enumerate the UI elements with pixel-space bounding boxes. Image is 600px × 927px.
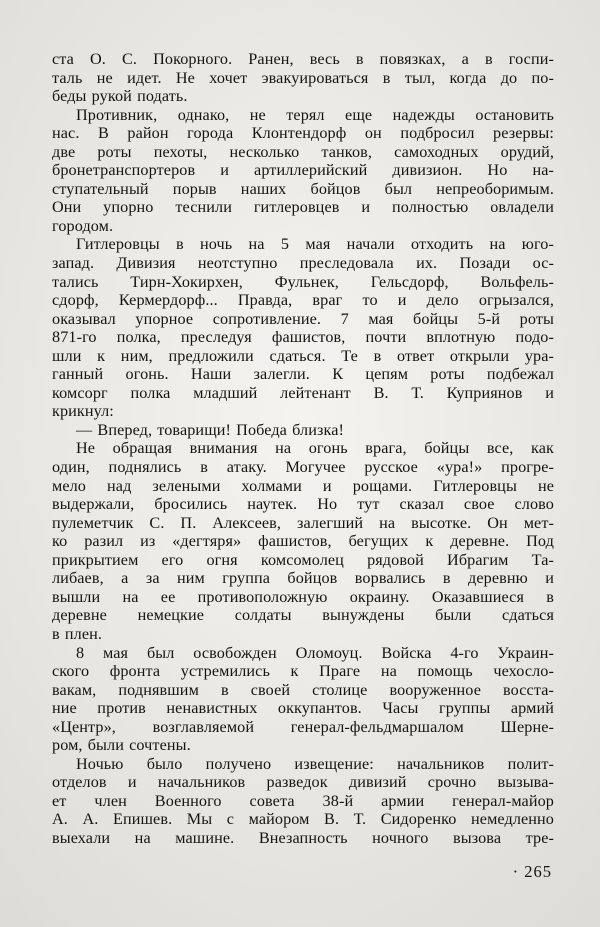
text-line: шли к ним, предложили сдаться. Те в ответ открыли ура-: [52, 346, 554, 365]
text-line: крикнул:: [52, 402, 114, 421]
text-line: мело над зелеными холмами и рощами. Гитлеровцы не: [52, 476, 554, 495]
text-line: ганный огонь. Наши залегли. К цепям роты подбежал: [52, 365, 554, 384]
text-line: две роты пехоты, несколько танков, самоходных орудий,: [52, 142, 554, 161]
text-line: бронетранспортеров и артиллерийский дивизион. Но на-: [52, 161, 554, 180]
text-block: [52, 50, 554, 848]
text-line: сдорф, Кермердорф... Правда, враг то и дело огрызался,: [52, 291, 554, 310]
text-line: в плен.: [52, 624, 103, 643]
text-line: Ночью было получено извещение: начальников полит-: [76, 754, 554, 773]
text-line: — Вперед, товарищи! Победа близка!: [76, 420, 344, 439]
text-line: «Центр», возглавляемой генерал-фельдмаршалом Шерне-: [52, 717, 554, 736]
text-line: 8 мая был освобожден Оломоуц. Войска 4-го Украин-: [76, 643, 554, 662]
text-line: один, поднялись в атаку. Могучее русское «ура!» прогре-: [52, 458, 554, 477]
text-line: прикрытием его огня комсомолец рядовой Ибрагим Та-: [52, 550, 554, 569]
text-line: вакам, поднявшим в своей столице вооруженное восста-: [52, 680, 554, 699]
text-line: ского фронта устремились к Праге на помощь чехосло-: [52, 662, 554, 681]
text-line: ступательный порыв наших бойцов был непреоборимым.: [52, 179, 554, 198]
text-line: ет член Военного совета 38-й армии генерал-майор: [52, 791, 554, 810]
text-line: Они упорно теснили гитлеровцев и полностью овладели: [52, 198, 554, 217]
text-line: вышли на ее противоположную окраину. Оказавшиеся в: [52, 587, 554, 606]
text-line: комсорг полка младший лейтенант В. Т. Куприянов и: [52, 383, 554, 402]
text-line: Противник, однако, не терял еще надежды остановить: [76, 105, 554, 124]
text-line: Гитлеровцы в ночь на 5 мая начали отходить на юго-: [76, 235, 554, 254]
text-line: беды рукой подать.: [52, 87, 188, 106]
text-line: выехали на машине. Внезапность ночного вызова тре-: [52, 828, 554, 847]
text-line: тались Тирн-Хокирхен, Фульнек, Гельсдорф, Вольфель-: [52, 272, 554, 291]
text-line: Не обращая внимания на огонь врага, бойцы все, как: [76, 439, 554, 458]
text-line: А. А. Епишев. Мы с майором В. Т. Сидоренко немедленно: [52, 810, 554, 829]
text-line: ко разил из «дегтяря» фашистов, бегущих к деревне. Под: [52, 532, 554, 551]
text-line: ста О. С. Покорного. Ранен, весь в повязках, а в госпи-: [52, 50, 554, 68]
page-number: · 265: [512, 862, 552, 881]
text-line: 871-го полка, преследуя фашистов, почти вплотную подо-: [52, 328, 554, 347]
text-line: отделов и начальников разведок дивизий срочно вызыва-: [52, 773, 554, 792]
text-line: ние против ненавистных оккупантов. Часы группы армий: [52, 699, 554, 718]
text-line: оказывал упорное сопротивление. 7 мая бойцы 5-й роты: [52, 309, 554, 328]
text-line: выдержали, бросились наутек. Но тут сказал свое слово: [52, 495, 554, 514]
text-line: деревне немецкие солдаты вынуждены были сдаться: [52, 606, 554, 625]
text-line: ром, были сочтены.: [52, 736, 191, 755]
text-line: городом.: [52, 216, 114, 235]
text-line: пулеметчик С. П. Алексеев, залегший на высотке. Он мет-: [52, 513, 554, 532]
text-line: таль не идет. Не хочет эвакуироваться в тыл, когда до по-: [52, 68, 554, 87]
text-line: либаев, а за ним группа бойцов ворвались в деревню и: [52, 569, 554, 588]
text-line: нас. В район города Клонтендорф он подбросил резервы:: [52, 124, 554, 143]
text-line: запад. Дивизия неотступно преследовала их. Позади ос-: [52, 254, 554, 273]
